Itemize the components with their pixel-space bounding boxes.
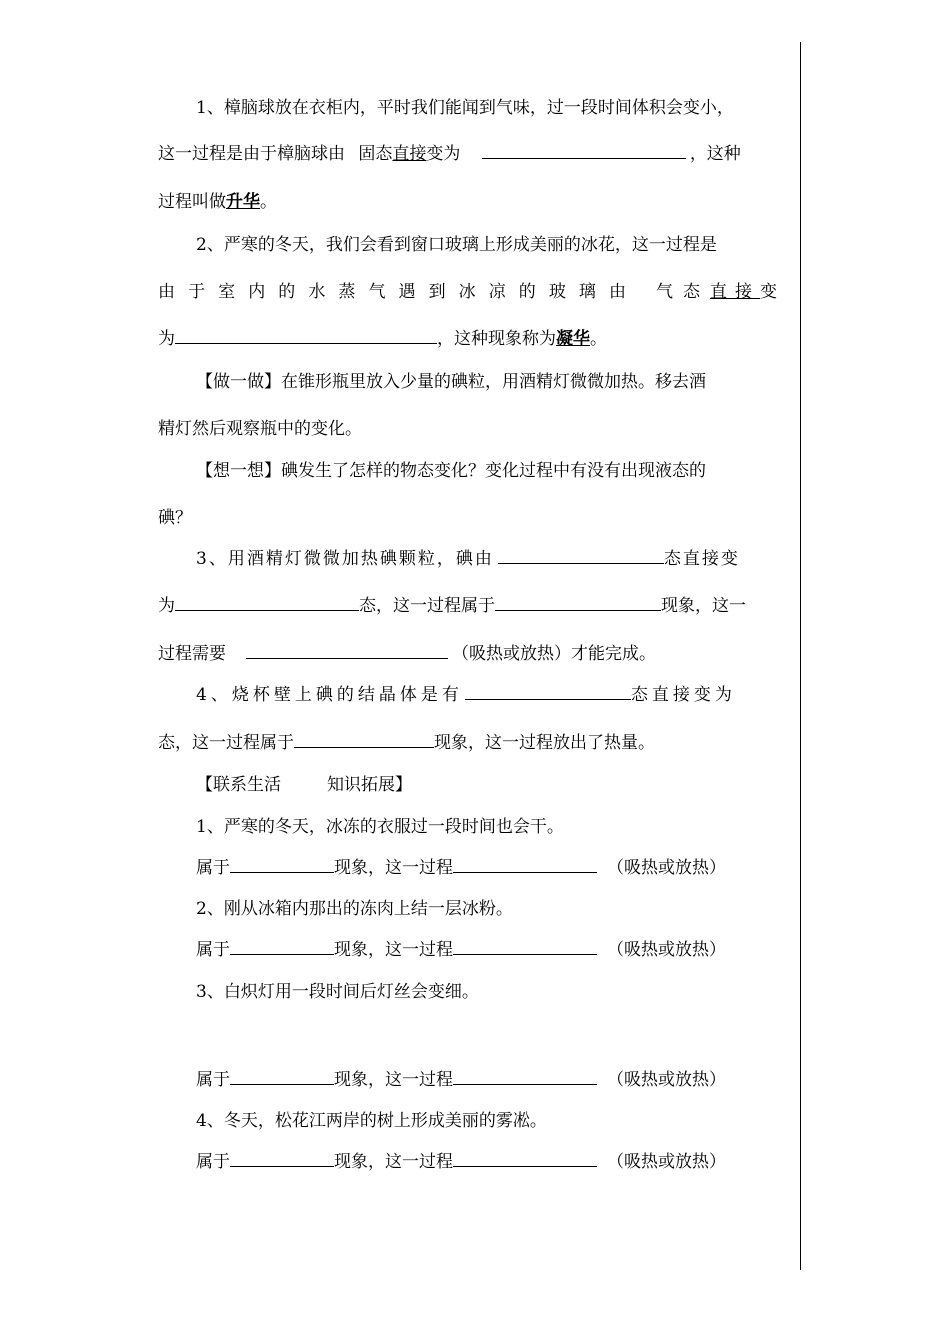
q3-line-3	[158, 641, 792, 667]
answer-text: （吸热或放热）	[607, 858, 726, 878]
q4-line-2	[158, 730, 792, 756]
q2-text-end: 。	[590, 329, 607, 349]
q2-char: 室	[218, 282, 236, 302]
q1-direct: 直接	[392, 144, 427, 164]
q4-text-tail: 现象，这一过程放出了热量。	[434, 733, 655, 753]
q2-line-3	[158, 326, 792, 352]
life-blank-4b[interactable]	[453, 1149, 597, 1167]
q3-text-tail: 态直接变	[663, 549, 740, 569]
q1-text-end: 。	[260, 192, 277, 212]
q2-char: 遇	[398, 282, 416, 302]
q3-blank-3[interactable]	[495, 593, 661, 611]
q1-term: 升华	[226, 192, 260, 212]
answer-text: （吸热或放热）	[607, 940, 726, 960]
q4-line-1	[196, 682, 792, 708]
do-it-line-2: 精灯然后观察瓶中的变化。	[158, 419, 362, 439]
q3-blank-2[interactable]	[175, 593, 359, 611]
q2-blank[interactable]	[175, 326, 437, 344]
life-item-3: 3、白炽灯用一段时间后灯丝会变细。	[196, 982, 479, 1002]
think-line-2: 碘？	[158, 508, 192, 528]
life-blank-3a[interactable]	[230, 1067, 334, 1085]
q2-char: 由	[158, 282, 175, 302]
q2-char: 玻	[548, 282, 566, 302]
q1-line-2	[158, 141, 792, 167]
do-it-line-1: 【做一做】在锥形瓶里放入少量的碘粒，用酒精灯微微加热。移去酒	[196, 372, 706, 392]
think-line-1: 【想一想】碘发生了怎样的物态变化？变化过程中有没有出现液态的	[196, 461, 706, 481]
q3-text: 3、用酒精灯微微加热碘颗粒，碘由	[196, 549, 494, 569]
q1-text: 这一过程是由于樟脑球由	[158, 144, 345, 164]
answer-text: （吸热或放热）	[607, 1152, 726, 1172]
q2-direct: 直接	[710, 282, 760, 302]
answer-text: 现象，这一过程	[334, 1070, 453, 1090]
q1-text: 过程叫做	[158, 192, 226, 212]
q3-blank-1[interactable]	[498, 546, 664, 564]
life-blank-2b[interactable]	[453, 937, 597, 955]
answer-text: 现象，这一过程	[334, 1152, 453, 1172]
life-answer-3	[196, 1067, 792, 1093]
q1-text-tail: ，这种	[689, 144, 741, 164]
q1-blank[interactable]	[482, 141, 686, 159]
q2-line-1: 2、严寒的冬天，我们会看到窗口玻璃上形成美丽的冰花，这一过程是	[196, 235, 717, 255]
q2-char: 由	[608, 282, 626, 302]
q3-text-mid: 态，这一过程属于	[359, 596, 495, 616]
q3-text-tail: （吸热或放热）才能完成。	[452, 644, 656, 664]
life-item-1: 1、严寒的冬天，冰冻的衣服过一段时间也会干。	[196, 817, 564, 837]
q2-char: 的	[278, 282, 296, 302]
q1-line-1: 1、樟脑球放在衣柜内，平时我们能闻到气味，过一段时间体积会变小，	[196, 98, 734, 118]
life-item-4: 4、冬天，松花江两岸的树上形成美丽的雾凇。	[196, 1111, 547, 1131]
q4-blank-2[interactable]	[294, 730, 434, 748]
q2-char: 蒸	[338, 282, 356, 302]
q1-change: 变为	[426, 144, 461, 164]
q3-line-1	[196, 546, 792, 572]
answer-text: 属于	[196, 940, 230, 960]
answer-text: 属于	[196, 858, 230, 878]
life-header	[196, 772, 792, 798]
life-blank-4a[interactable]	[230, 1149, 334, 1167]
q2-char: 气	[368, 282, 386, 302]
answer-text: 属于	[196, 1152, 230, 1172]
q2-char: 的	[518, 282, 536, 302]
life-answer-1	[196, 855, 792, 881]
life-answer-4	[196, 1149, 792, 1175]
q2-line-2	[158, 279, 792, 305]
q4-text: 态，这一过程属于	[158, 733, 294, 753]
q3-text: 为	[158, 596, 175, 616]
answer-text: 属于	[196, 1070, 230, 1090]
q4-text: 4、烧杯壁上碘的结晶体是有	[196, 685, 463, 705]
q2-change: 变	[760, 282, 777, 302]
answer-text: 现象，这一过程	[334, 858, 453, 878]
life-blank-1a[interactable]	[230, 855, 334, 873]
life-header-b: 知识拓展】	[327, 775, 412, 795]
q4-text-tail: 态直接变为	[630, 685, 736, 705]
life-blank-2a[interactable]	[230, 937, 334, 955]
q2-char: 水	[308, 282, 326, 302]
q3-text: 过程需要	[158, 644, 226, 664]
page-border-line	[800, 42, 801, 1270]
q1-line-3	[158, 189, 792, 215]
answer-text: 现象，这一过程	[334, 940, 453, 960]
answer-text: （吸热或放热）	[607, 1070, 726, 1090]
life-blank-1b[interactable]	[453, 855, 597, 873]
q2-text-mid: ，这种现象称为	[437, 329, 556, 349]
life-header-a: 【联系生活	[196, 775, 281, 795]
life-item-2: 2、刚从冰箱内那出的冻肉上结一层冰粉。	[196, 899, 513, 919]
q2-char: 到	[428, 282, 446, 302]
q2-char: 璃	[578, 282, 596, 302]
q4-blank-1[interactable]	[465, 682, 631, 700]
q3-blank-4[interactable]	[246, 641, 448, 659]
q2-state: 气态	[656, 282, 710, 302]
q2-char: 冰	[458, 282, 476, 302]
q3-text-tail: 现象，这一	[661, 596, 746, 616]
q2-term: 凝华	[556, 329, 590, 349]
q3-line-2	[158, 593, 792, 619]
life-answer-2	[196, 937, 792, 963]
q2-char: 于	[188, 282, 206, 302]
q2-char: 内	[248, 282, 266, 302]
q2-text: 为	[158, 329, 175, 349]
q2-char: 凉	[488, 282, 506, 302]
life-blank-3b[interactable]	[453, 1067, 597, 1085]
q1-state: 固态	[358, 144, 393, 164]
